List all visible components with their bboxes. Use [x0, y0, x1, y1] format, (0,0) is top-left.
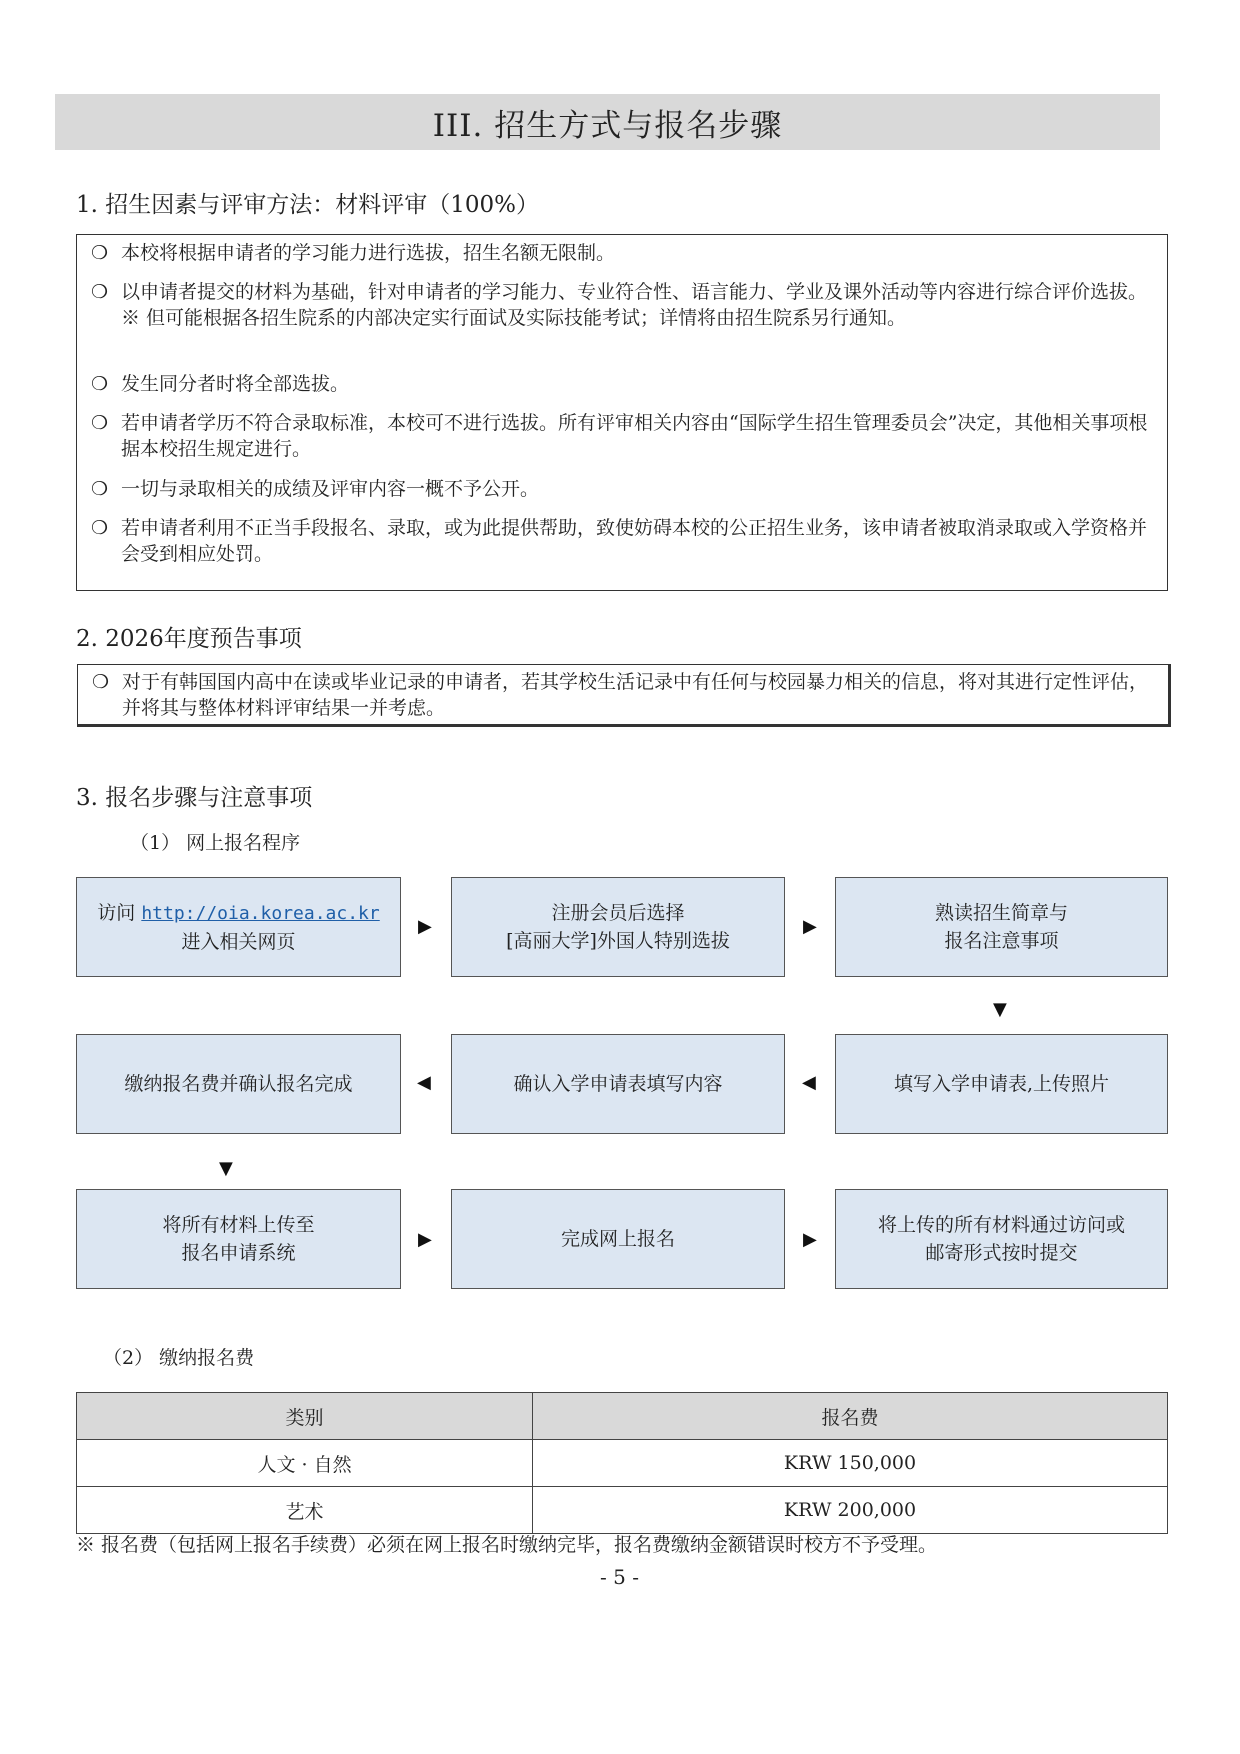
- section1-item: [91, 279, 1157, 331]
- flow-step-read-guide: [835, 877, 1168, 977]
- fee-category-cell: 艺术: [77, 1487, 533, 1534]
- fee-table-header-row: [77, 1393, 1168, 1440]
- flow-step-register: [451, 877, 785, 977]
- arrow-left-icon: ◀: [417, 1072, 431, 1093]
- section1-item: [91, 476, 1157, 502]
- flow-step-read-guide-line2: 报名注意事项: [944, 930, 1059, 952]
- section2-item-text: 对于有韩国国内高中在读或毕业记录的申请者，若其学校生活记录中有任何与校园暴力相关的信息，将对其进行定性评估，并将其与整体材料评审结果一并考虑。: [122, 671, 1149, 719]
- section1-item: [91, 240, 1157, 266]
- flow-step-read-guide-line1: 熟读招生简章与: [934, 902, 1068, 924]
- flow-step-confirm-form-text: 确认入学申请表填写内容: [513, 1073, 723, 1095]
- flow-step-complete-text: 完成网上报名: [560, 1228, 675, 1250]
- arrow-down-icon: ▼: [219, 1158, 233, 1179]
- section1-item-text: 若申请者学历不符合录取标准，本校可不进行选拔。所有评审相关内容由“国际学生招生管理委员会”决定，其他相关事项根据本校招生规定进行。: [121, 412, 1148, 460]
- arrow-right-icon: ▶: [803, 1229, 817, 1250]
- section1-item-text: 若申请者利用不正当手段报名、录取，或为此提供帮助，致使妨碍本校的公正招生业务，该申请者被取消录取或入学资格并会受到相应处罚。: [121, 517, 1148, 565]
- bullet-icon: ❍: [91, 478, 109, 500]
- chapter-header: [55, 94, 1160, 150]
- section1-item: [91, 515, 1157, 567]
- section3-title: 3. 报名步骤与注意事项: [76, 785, 313, 811]
- flow-step-register-line1: 注册会员后选择: [551, 902, 685, 924]
- fee-amount-cell: KRW 150,000: [533, 1440, 1168, 1487]
- section1-item-text: 发生同分者时将全部选拔。: [121, 373, 350, 395]
- section1-title: 1. 招生因素与评审方法：材料评审（100%）: [76, 192, 540, 218]
- flow-step-visit-prefix: 访问: [97, 901, 142, 924]
- section2-item: [92, 669, 1158, 721]
- online-procedure-subtitle: （1） 网上报名程序: [130, 832, 301, 854]
- fee-footnote: ※ 报名费（包括网上报名手续费）必须在网上报名时缴纳完毕，报名费缴纳金额错误时校方不予受理。: [76, 1534, 938, 1556]
- section1-item-note: ※ 但可能根据各招生院系的内部决定实行面试及实际技能考试；详情将由招生院系另行通知。: [121, 307, 907, 329]
- flow-step-visit-site: [76, 877, 401, 977]
- bullet-icon: ❍: [91, 242, 109, 264]
- bullet-icon: ❍: [92, 671, 110, 693]
- fee-category-cell: 人文 · 自然: [77, 1440, 533, 1487]
- fee-amount-cell: KRW 200,000: [533, 1487, 1168, 1534]
- bullet-icon: ❍: [91, 412, 109, 434]
- table-row: [77, 1440, 1168, 1487]
- section1-item-text: 一切与录取相关的成绩及评审内容一概不予公开。: [121, 478, 540, 500]
- flow-step-upload-line2: 报名申请系统: [181, 1242, 296, 1264]
- arrow-down-icon: ▼: [993, 999, 1007, 1020]
- bullet-icon: ❍: [91, 373, 109, 395]
- fee-table-header: 类别: [77, 1393, 533, 1440]
- section2-title: 2. 2026年度预告事项: [76, 626, 302, 652]
- flow-step-visit-line1: [97, 899, 379, 928]
- arrow-right-icon: ▶: [418, 916, 432, 937]
- section1-item: [91, 410, 1157, 462]
- arrow-right-icon: ▶: [418, 1229, 432, 1250]
- flow-step-pay-fee-text: 缴纳报名费并确认报名完成: [124, 1073, 353, 1095]
- flow-step-pay-fee: [76, 1034, 401, 1134]
- table-row: [77, 1487, 1168, 1534]
- fee-table-header: 报名费: [533, 1393, 1168, 1440]
- page-number: - 5 -: [600, 1565, 639, 1589]
- bullet-icon: ❍: [91, 517, 109, 539]
- flow-step-upload-materials: [76, 1189, 401, 1289]
- section2-box: [77, 664, 1171, 727]
- flow-step-confirm-form: [451, 1034, 785, 1134]
- flow-step-visit-line2: 进入相关网页: [181, 930, 296, 953]
- flow-step-fill-form: [835, 1034, 1168, 1134]
- flow-step-upload-line1: 将所有材料上传至: [162, 1214, 315, 1236]
- oia-website-link[interactable]: http://oia.korea.ac.kr: [141, 902, 380, 924]
- section1-item-text: 本校将根据申请者的学习能力进行选拔，招生名额无限制。: [121, 242, 616, 264]
- flow-step-complete: [451, 1189, 785, 1289]
- fee-subtitle: （2） 缴纳报名费: [103, 1347, 255, 1369]
- chapter-title: III. 招生方式与报名步骤: [432, 107, 783, 144]
- flow-step-submit-line2: 邮寄形式按时提交: [925, 1242, 1078, 1264]
- fee-table: [76, 1392, 1168, 1534]
- flow-step-fill-form-text: 填写入学申请表,上传照片: [893, 1073, 1110, 1095]
- bullet-icon: ❍: [91, 281, 109, 303]
- section1-box: [76, 234, 1168, 591]
- section1-item-text: 以申请者提交的材料为基础，针对申请者的学习能力、专业符合性、语言能力、学业及课外活动等内容进行综合评价选拔。: [121, 281, 1148, 303]
- flow-step-register-line2: [高丽大学]外国人特别选拔: [506, 930, 730, 952]
- section1-item: [91, 371, 1157, 397]
- flow-step-submit-line1: 将上传的所有材料通过访问或: [877, 1214, 1125, 1236]
- flow-step-submit-materials: [835, 1189, 1168, 1289]
- arrow-left-icon: ◀: [802, 1072, 816, 1093]
- arrow-right-icon: ▶: [803, 916, 817, 937]
